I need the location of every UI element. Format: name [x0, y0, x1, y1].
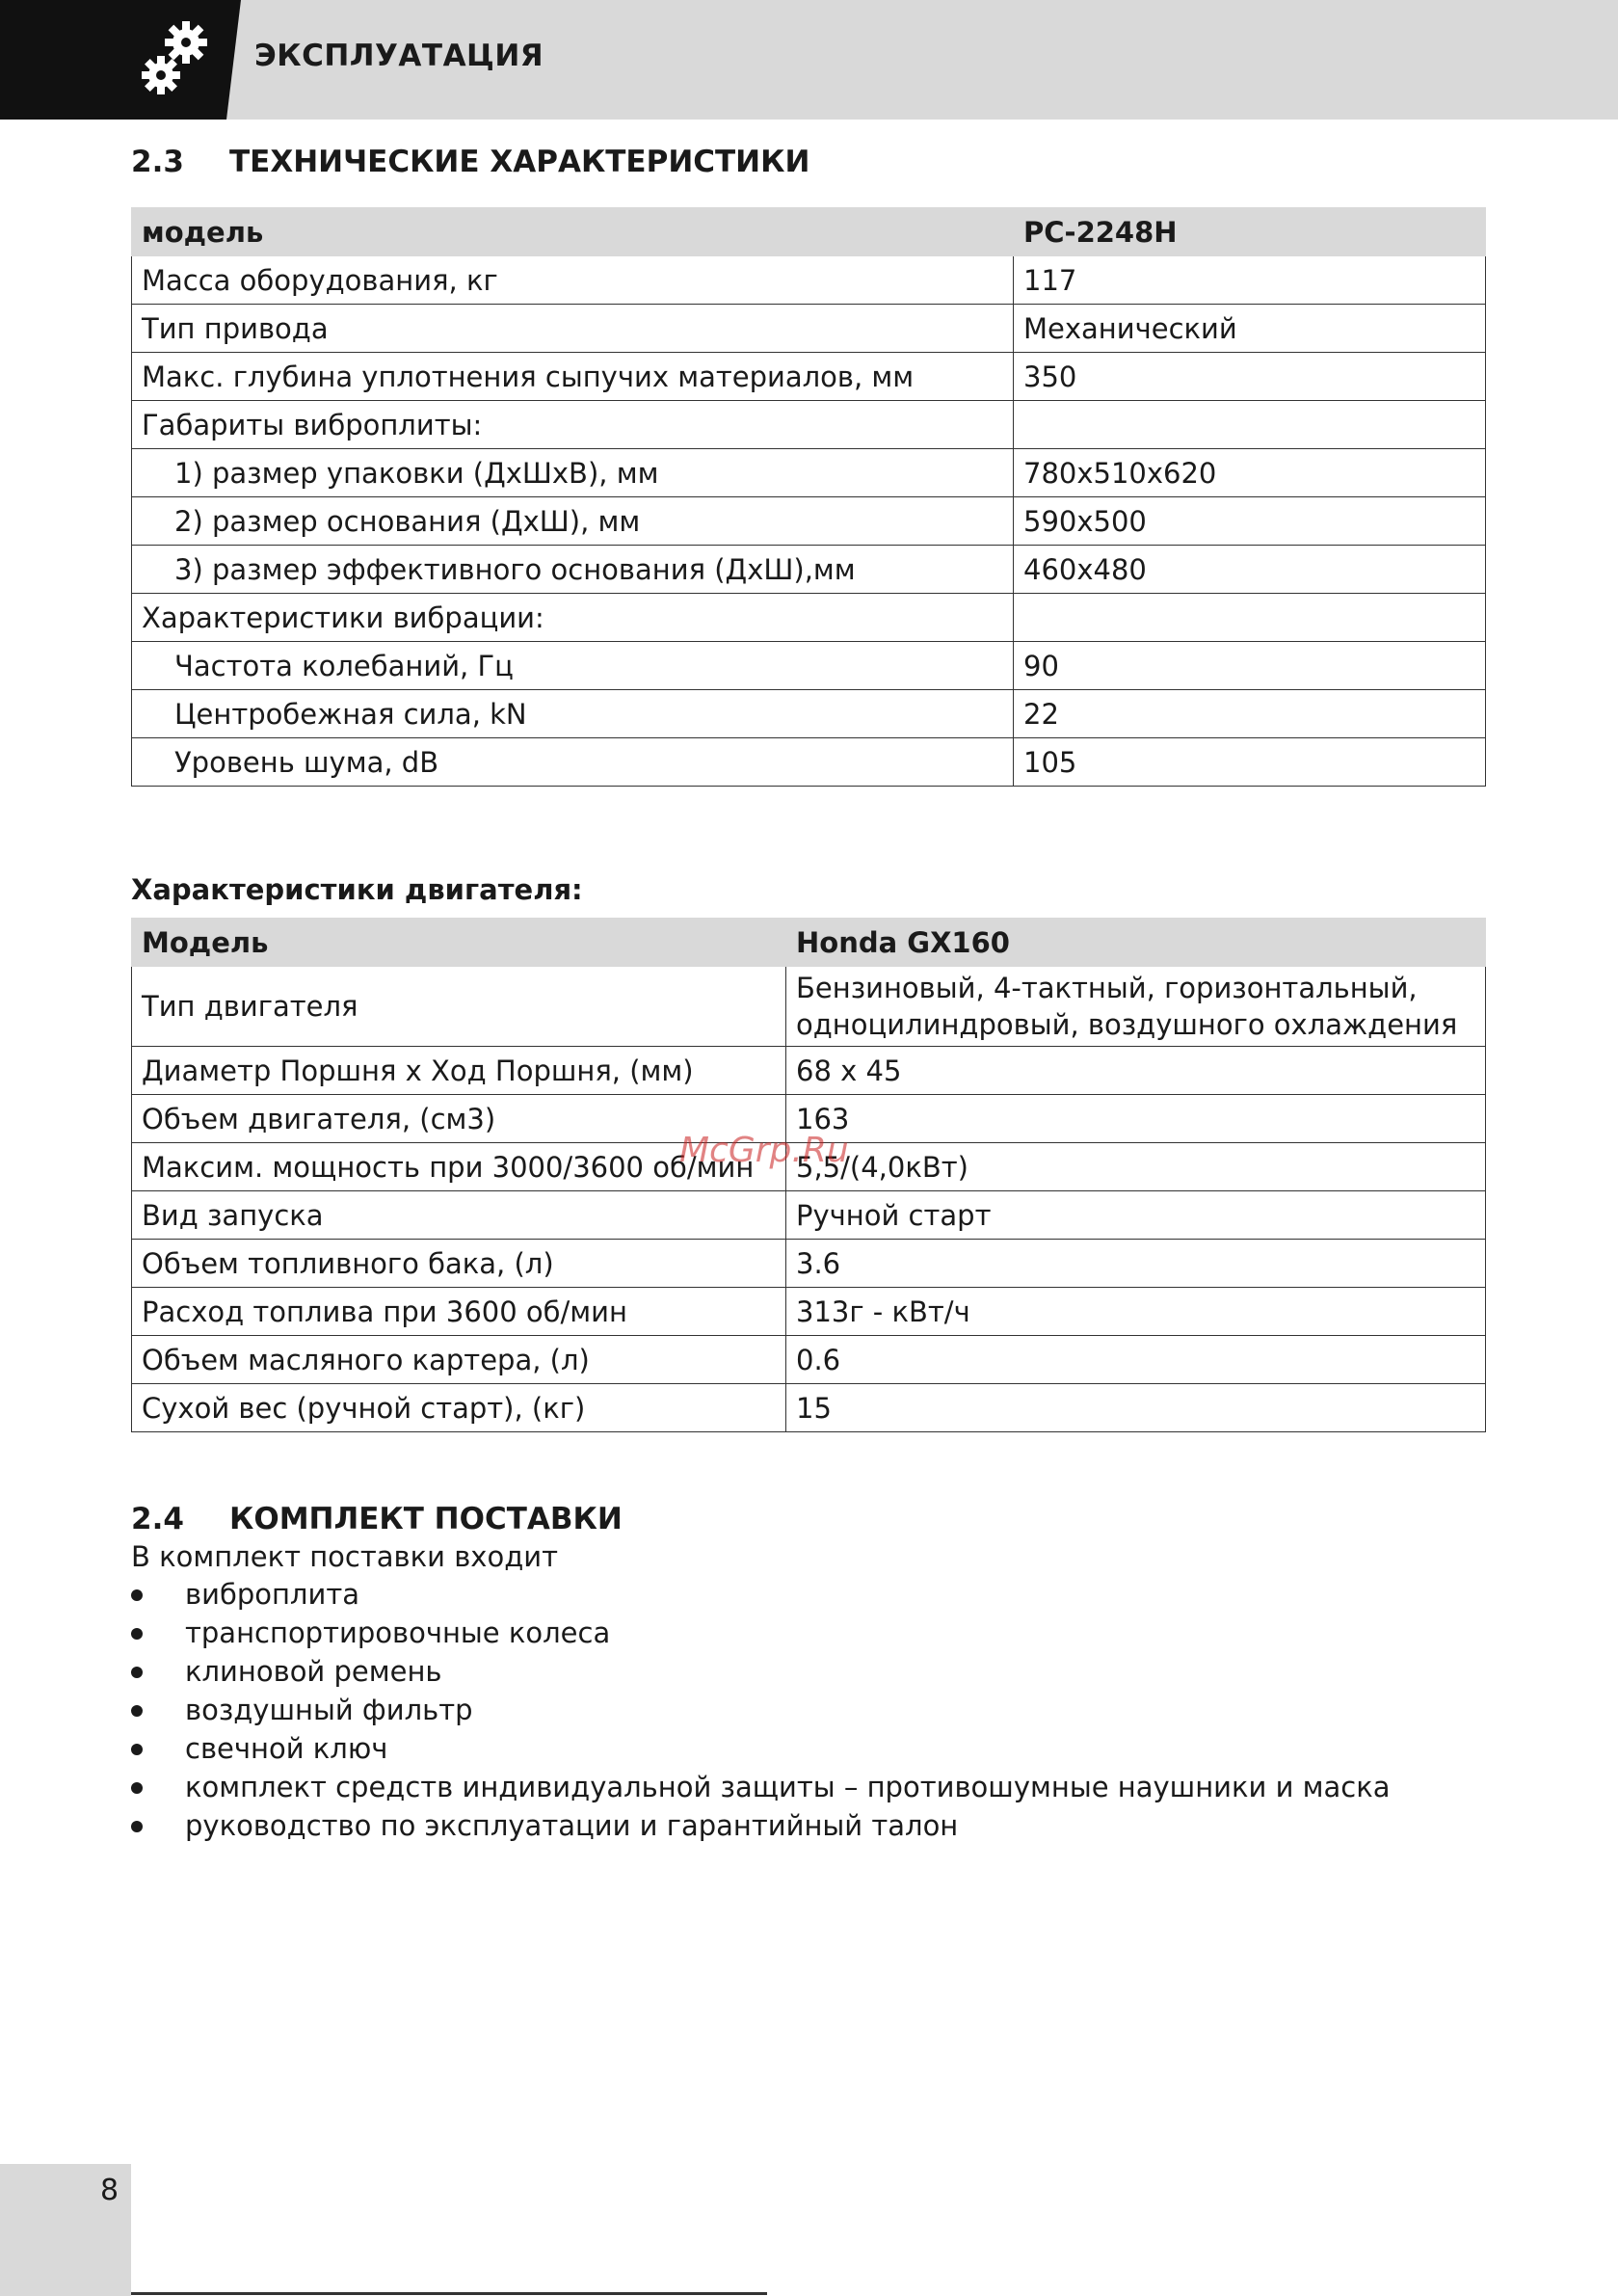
row-label: Объем двигателя, (см3): [132, 1095, 786, 1143]
list-item: [131, 1575, 1391, 1614]
row-label: Тип привода: [132, 305, 1014, 353]
list-item-text: виброплита: [185, 1578, 359, 1611]
engine-table: [131, 918, 1486, 1432]
header-cell: Honda GX160: [786, 919, 1486, 967]
delivery-intro: В комплект поставки входит: [131, 1540, 558, 1573]
table-row: [132, 401, 1486, 449]
row-label: Характеристики вибрации:: [132, 594, 1014, 642]
table-row: [132, 642, 1486, 690]
list-item: [131, 1806, 1391, 1845]
row-value: 5,5/(4,0кВт): [786, 1143, 1486, 1191]
row-value: 22: [1014, 690, 1486, 738]
row-value: 163: [786, 1095, 1486, 1143]
list-item: [131, 1691, 1391, 1729]
bullet-icon: [131, 1744, 143, 1755]
bullet-icon: [131, 1628, 143, 1640]
table-header-row: [132, 208, 1486, 256]
table-row: [132, 1336, 1486, 1384]
section-label: ЭКСПЛУАТАЦИЯ: [254, 39, 544, 73]
table-row: [132, 1047, 1486, 1095]
bullet-icon: [131, 1782, 143, 1794]
row-label: Масса оборудования, кг: [132, 256, 1014, 305]
table-row: [132, 738, 1486, 787]
section-title: ТЕХНИЧЕСКИЕ ХАРАКТЕРИСТИКИ: [229, 145, 810, 179]
section-2-4-heading: [131, 1502, 623, 1536]
row-value: [1014, 594, 1486, 642]
table-row: [132, 967, 1486, 1047]
row-value: 590x500: [1014, 497, 1486, 546]
section-2-3-heading: [131, 145, 809, 179]
table-row: [132, 1191, 1486, 1240]
row-value: 90: [1014, 642, 1486, 690]
row-label: 2) размер основания (ДхШ), мм: [132, 497, 1014, 546]
row-value: Ручной старт: [786, 1191, 1486, 1240]
bullet-icon: [131, 1821, 143, 1832]
list-item: [131, 1652, 1391, 1691]
row-label: Макс. глубина уплотнения сыпучих материалов, мм: [132, 353, 1014, 401]
header-cell: РС-2248Н: [1014, 208, 1486, 256]
row-value: 0.6: [786, 1336, 1486, 1384]
table-row: [132, 690, 1486, 738]
row-value: Бензиновый, 4-тактный, горизонтальный, одноцилиндровый, воздушного охлаждения: [786, 967, 1486, 1047]
row-value: 313г - кВт/ч: [786, 1288, 1486, 1336]
list-item-text: транспортировочные колеса: [185, 1616, 611, 1649]
row-label: Вид запуска: [132, 1191, 786, 1240]
list-item: [131, 1768, 1391, 1806]
row-value: Механический: [1014, 305, 1486, 353]
list-item: [131, 1729, 1391, 1768]
engine-heading: Характеристики двигателя:: [131, 873, 583, 906]
list-item-text: комплект средств индивидуальной защиты – противошумные наушники и маска: [185, 1771, 1391, 1803]
table-row: [132, 305, 1486, 353]
row-label: Уровень шума, dB: [132, 738, 1014, 787]
list-item-text: свечной ключ: [185, 1732, 388, 1765]
section-number: 2.3: [131, 145, 184, 179]
table-row: [132, 1240, 1486, 1288]
row-label: Частота колебаний, Гц: [132, 642, 1014, 690]
table-row: [132, 594, 1486, 642]
row-label: Объем топливного бака, (л): [132, 1240, 786, 1288]
row-label: Габариты виброплиты:: [132, 401, 1014, 449]
row-value: 105: [1014, 738, 1486, 787]
bullet-icon: [131, 1667, 143, 1678]
row-value: 350: [1014, 353, 1486, 401]
spec-table: [131, 207, 1486, 787]
row-label: 1) размер упаковки (ДхШхВ), мм: [132, 449, 1014, 497]
header-band: [0, 0, 1618, 120]
list-item-text: руководство по эксплуатации и гарантийный талон: [185, 1809, 959, 1842]
row-value: 117: [1014, 256, 1486, 305]
bullet-icon: [131, 1705, 143, 1717]
row-value: 3.6: [786, 1240, 1486, 1288]
delivery-list: [131, 1575, 1391, 1845]
header-cell: модель: [132, 208, 1014, 256]
table-row: [132, 1384, 1486, 1432]
page-number: 8: [100, 2174, 119, 2207]
row-label: Центробежная сила, kN: [132, 690, 1014, 738]
section-title: КОМПЛЕКТ ПОСТАВКИ: [229, 1502, 623, 1536]
watermark: McGrp.Ru: [679, 1131, 849, 1170]
list-item-text: клиновой ремень: [185, 1655, 442, 1688]
row-label: Тип двигателя: [132, 967, 786, 1047]
table-header-row: [132, 919, 1486, 967]
table-row: [132, 497, 1486, 546]
table-row: [132, 449, 1486, 497]
table-row: [132, 546, 1486, 594]
row-label: Расход топлива при 3600 об/мин: [132, 1288, 786, 1336]
table-row: [132, 256, 1486, 305]
table-row: [132, 353, 1486, 401]
bullet-icon: [131, 1589, 143, 1601]
row-value: 68 x 45: [786, 1047, 1486, 1095]
header-icon-block: [0, 0, 241, 120]
header-cell: Модель: [132, 919, 786, 967]
row-label: Объем масляного картера, (л): [132, 1336, 786, 1384]
footer-rule: [131, 2292, 767, 2295]
row-value: [1014, 401, 1486, 449]
row-label: Диаметр Поршня х Ход Поршня, (мм): [132, 1047, 786, 1095]
row-value: 460x480: [1014, 546, 1486, 594]
gears-icon: [140, 17, 217, 100]
row-label: Сухой вес (ручной старт), (кг): [132, 1384, 786, 1432]
row-label: Максим. мощность при 3000/3600 об/мин: [132, 1143, 786, 1191]
row-value: 15: [786, 1384, 1486, 1432]
table-row: [132, 1288, 1486, 1336]
section-number: 2.4: [131, 1502, 184, 1536]
row-label: 3) размер эффективного основания (ДхШ),мм: [132, 546, 1014, 594]
list-item-text: воздушный фильтр: [185, 1694, 473, 1726]
row-value: 780x510x620: [1014, 449, 1486, 497]
list-item: [131, 1614, 1391, 1652]
